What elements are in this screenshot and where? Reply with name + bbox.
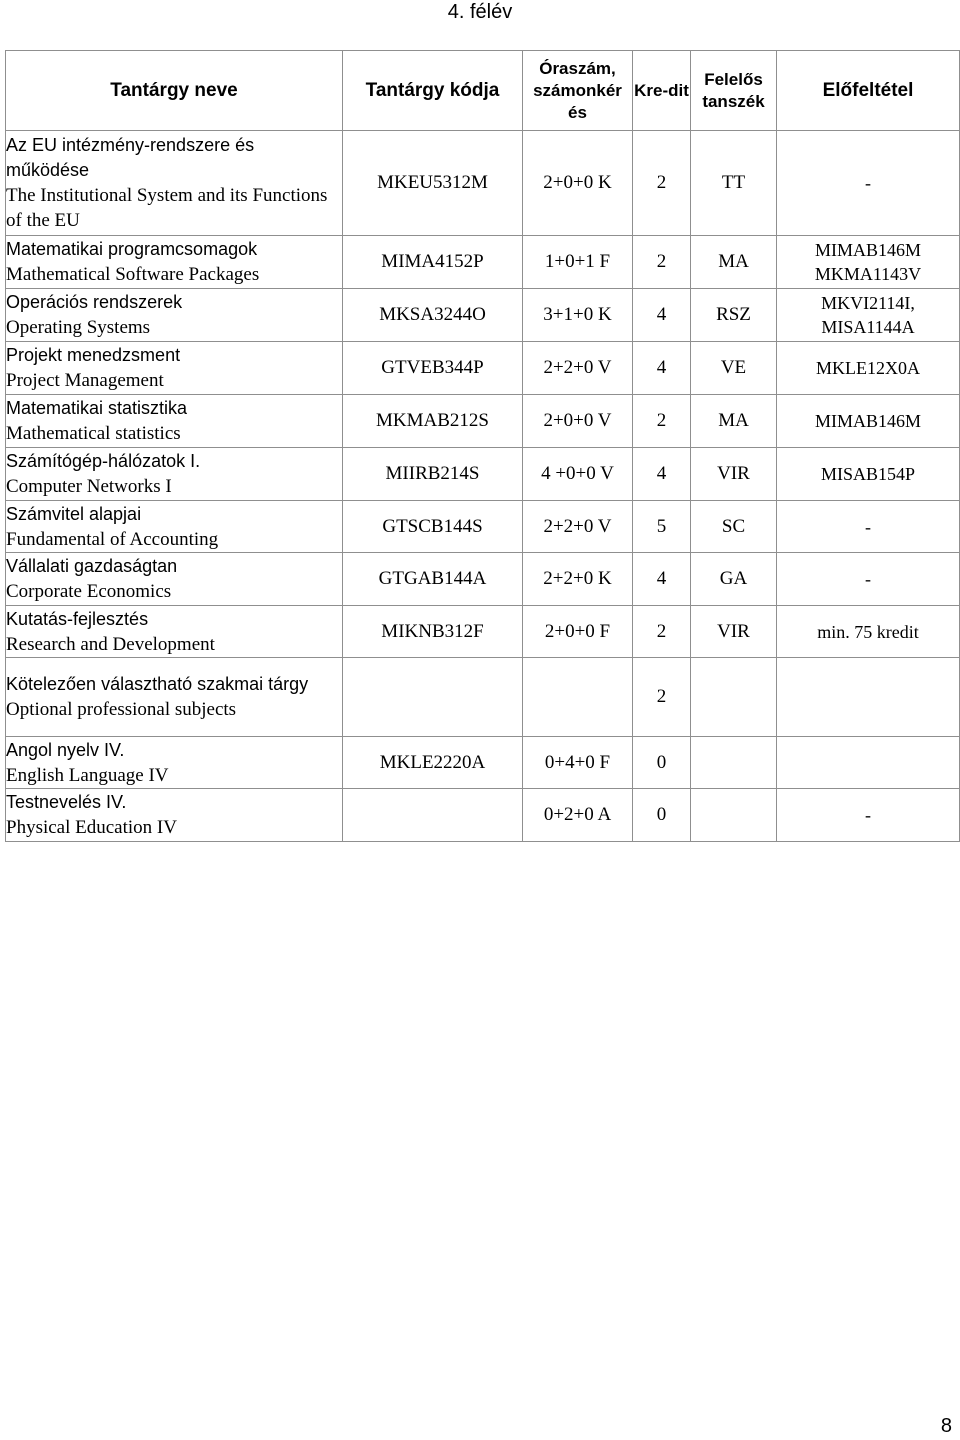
prerequisite-cell: - — [777, 789, 960, 842]
subject-name-cell — [6, 395, 343, 448]
page-title: 4. félév — [447, 1, 513, 23]
credit-cell: 2 — [633, 131, 691, 236]
department-cell — [691, 737, 777, 789]
department-cell: GA — [691, 553, 777, 606]
prerequisite-cell: MIMAB146M MKMA1143V — [777, 236, 960, 289]
subject-code-cell: MKSA3244O — [343, 289, 523, 342]
subject-name-hu: Matematikai programcsomagok — [6, 239, 258, 259]
subjects-table — [5, 50, 960, 842]
table-row — [6, 789, 960, 842]
subject-name-hu: Kutatás-fejlesztés — [6, 608, 149, 629]
subject-name-hu: Számvitel alapjai — [6, 503, 142, 524]
subject-name-hu: Angol nyelv IV. — [6, 739, 125, 760]
prerequisite-cell: - — [777, 553, 960, 606]
credit-cell: 4 — [633, 342, 691, 395]
department-cell — [691, 658, 777, 737]
department-cell: RSZ — [691, 289, 777, 342]
subject-name-cell — [6, 606, 343, 658]
credit-cell: 2 — [633, 606, 691, 658]
credit-cell: 2 — [633, 236, 691, 289]
subject-name-en: Fundamental of Accounting — [6, 528, 219, 550]
table-row — [6, 658, 960, 737]
subject-name-en: Mathematical statistics — [6, 423, 181, 444]
subject-name-cell — [6, 553, 343, 606]
subject-name-hu: Az EU intézmény-rendszere és működése — [6, 135, 255, 180]
prerequisite-cell: - — [777, 501, 960, 553]
credit-cell: 2 — [633, 658, 691, 737]
subject-name-en: Mathematical Software Packages — [6, 264, 260, 285]
table-row — [6, 131, 960, 236]
prerequisite-cell: MISAB154P — [777, 448, 960, 501]
subjects-table-wrap — [5, 50, 960, 842]
hours-exam-cell: 2+0+0 F — [523, 606, 633, 658]
header-prerequisite: Előfeltétel — [777, 51, 960, 131]
prerequisite-cell: min. 75 kredit — [777, 606, 960, 658]
subject-name-en: Research and Development — [6, 633, 215, 655]
credit-cell: 2 — [633, 395, 691, 448]
subject-name-hu: Testnevelés IV. — [6, 792, 127, 812]
page-number: 8 — [940, 1415, 952, 1437]
subject-name-en: Physical Education IV — [6, 817, 177, 838]
subject-code-cell: MKEU5312M — [343, 131, 523, 236]
hours-exam-cell: 2+0+0 V — [523, 395, 633, 448]
subject-code-cell: MIIRB214S — [343, 448, 523, 501]
credit-cell: 4 — [633, 289, 691, 342]
department-cell: VIR — [691, 606, 777, 658]
table-row — [6, 737, 960, 789]
prerequisite-cell — [777, 658, 960, 737]
subject-code-cell: MIKNB312F — [343, 606, 523, 658]
table-row — [6, 606, 960, 658]
subject-name-cell — [6, 737, 343, 789]
header-row — [6, 51, 960, 131]
hours-exam-cell: 0+2+0 A — [523, 789, 633, 842]
credit-cell: 5 — [633, 501, 691, 553]
header-credit: Kre-dit — [633, 51, 691, 131]
subject-name-cell — [6, 658, 343, 737]
department-cell: VIR — [691, 448, 777, 501]
subject-name-hu: Számítógép-hálózatok I. — [6, 451, 201, 471]
subject-code-cell — [343, 789, 523, 842]
subject-name-en: The Institutional System and its Functions of the EU — [6, 185, 328, 231]
department-cell: MA — [691, 395, 777, 448]
subject-name-hu: Matematikai statisztika — [6, 398, 188, 418]
hours-exam-cell: 2+0+0 K — [523, 131, 633, 236]
subject-name-en: Corporate Economics — [6, 581, 172, 602]
department-cell: MA — [691, 236, 777, 289]
prerequisite-cell: MIMAB146M — [777, 395, 960, 448]
table-row — [6, 395, 960, 448]
table-row — [6, 501, 960, 553]
subject-name-cell — [6, 789, 343, 842]
table-row — [6, 553, 960, 606]
credit-cell: 0 — [633, 789, 691, 842]
credit-cell: 4 — [633, 448, 691, 501]
subject-name-en: English Language IV — [6, 764, 169, 786]
subject-code-cell: MKMAB212S — [343, 395, 523, 448]
subject-code-cell: GTGAB144A — [343, 553, 523, 606]
prerequisite-cell: MKLE12X0A — [777, 342, 960, 395]
subject-code-cell: GTSCB144S — [343, 501, 523, 553]
table-row — [6, 342, 960, 395]
department-cell: TT — [691, 131, 777, 236]
subject-name-cell — [6, 448, 343, 501]
subject-code-cell: MIMA4152P — [343, 236, 523, 289]
table-row — [6, 448, 960, 501]
subject-code-cell: MKLE2220A — [343, 737, 523, 789]
hours-exam-cell: 4 +0+0 V — [523, 448, 633, 501]
header-department: Felelős tanszék — [691, 51, 777, 131]
subject-name-cell — [6, 342, 343, 395]
header-subject-code: Tantárgy kódja — [343, 51, 523, 131]
hours-exam-cell: 3+1+0 K — [523, 289, 633, 342]
subject-name-hu: Kötelezően választható szakmai tárgy — [6, 674, 309, 694]
hours-exam-cell: 2+2+0 K — [523, 553, 633, 606]
hours-exam-cell: 2+2+0 V — [523, 342, 633, 395]
subject-name-hu: Projekt menedzsment — [6, 345, 181, 365]
subject-name-en: Optional professional subjects — [6, 699, 237, 720]
prerequisite-cell: MKVI2114I, MISA1144A — [777, 289, 960, 342]
table-row — [6, 236, 960, 289]
subject-name-en: Operating Systems — [6, 317, 151, 338]
prerequisite-cell — [777, 737, 960, 789]
subject-name-hu: Operációs rendszerek — [6, 292, 183, 312]
subject-name-hu: Vállalati gazdaságtan — [6, 556, 178, 576]
table-row — [6, 289, 960, 342]
hours-exam-cell: 0+4+0 F — [523, 737, 633, 789]
subject-name-cell — [6, 289, 343, 342]
department-cell: VE — [691, 342, 777, 395]
subject-code-cell: GTVEB344P — [343, 342, 523, 395]
department-cell — [691, 789, 777, 842]
subject-name-cell — [6, 131, 343, 236]
hours-exam-cell: 1+0+1 F — [523, 236, 633, 289]
header-hours: Óraszám, számonkér és — [523, 51, 633, 131]
credit-cell: 0 — [633, 737, 691, 789]
subject-name-en: Project Management — [6, 370, 164, 391]
department-cell: SC — [691, 501, 777, 553]
header-subject-name: Tantárgy neve — [6, 51, 343, 131]
subject-name-cell — [6, 501, 343, 553]
hours-exam-cell — [523, 658, 633, 737]
subject-name-en: Computer Networks I — [6, 476, 172, 497]
prerequisite-cell: - — [777, 131, 960, 236]
subject-code-cell — [343, 658, 523, 737]
hours-exam-cell: 2+2+0 V — [523, 501, 633, 553]
credit-cell: 4 — [633, 553, 691, 606]
subject-name-cell — [6, 236, 343, 289]
